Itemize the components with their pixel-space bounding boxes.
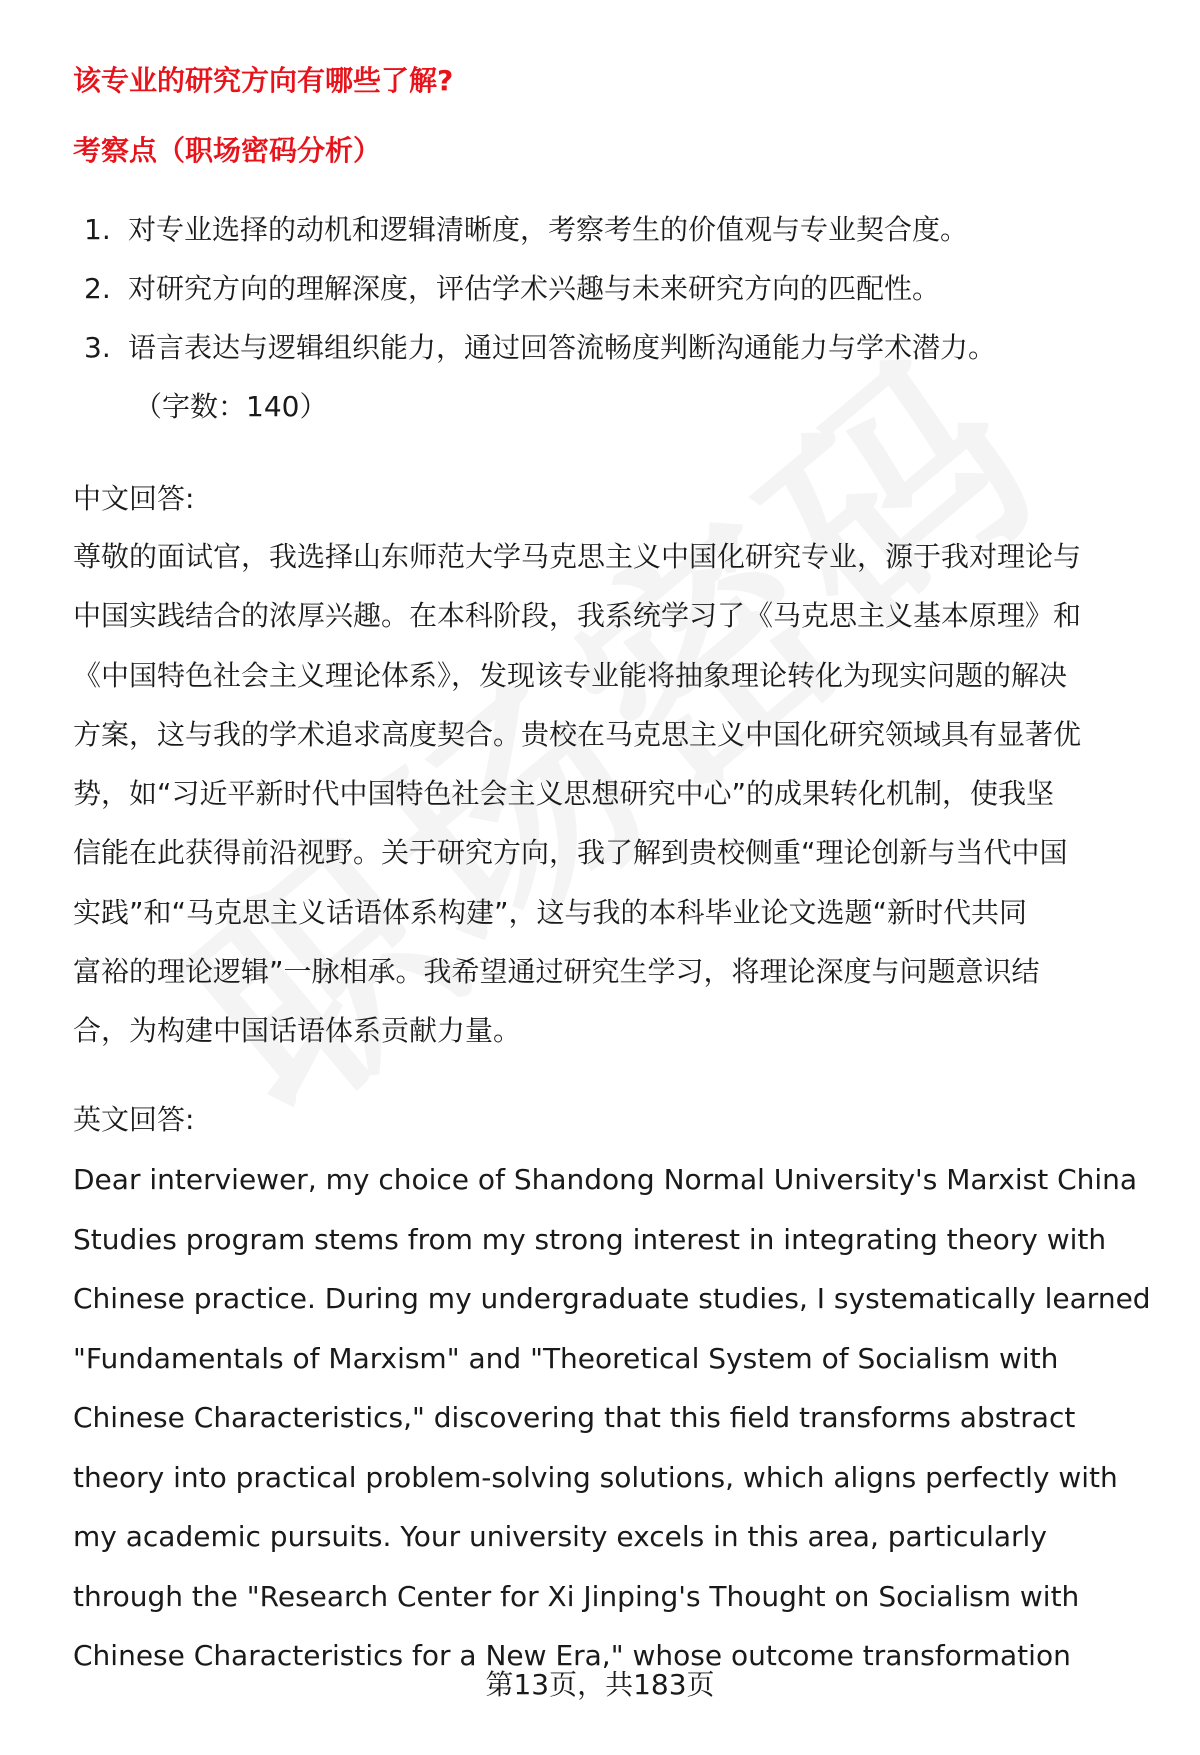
- text-line: 信能在此获得前沿视野。关于研究方向，我了解到贵校侧重“理论创新与当代中国: [73, 836, 1068, 870]
- english-answer-label: 英文回答:: [73, 1103, 195, 1136]
- text-line: my academic pursuits. Your university excels in this area, particularly: [73, 1520, 1047, 1553]
- text-line: through the "Research Center for Xi Jinping's Thought on Socialism with: [73, 1579, 1080, 1613]
- list-item: [84, 328, 996, 387]
- text-line: "Fundamentals of Marxism" and "Theoretical System of Socialism with: [73, 1341, 1059, 1375]
- text-line: 合，为构建中国话语体系贡献力量。: [73, 1014, 522, 1048]
- english-answer-body: [73, 1160, 1153, 1696]
- question-heading: 该专业的研究方向有哪些了解?: [73, 64, 454, 97]
- list-item-text: 对研究方向的理解深度，评估学术兴趣与未来研究方向的匹配性。: [128, 272, 941, 305]
- text-line: 尊敬的面试官，我选择山东师范大学马克思主义中国化研究专业，源于我对理论与: [73, 540, 1082, 573]
- word-count: （字数：140）: [134, 390, 328, 423]
- text-line: Chinese Characteristics," discovering that this field transforms abstract: [73, 1401, 1076, 1434]
- list-number: 3.: [84, 331, 111, 364]
- list-number: 1.: [84, 213, 111, 246]
- list-item-text: 语言表达与逻辑组织能力，通过回答流畅度判断沟通能力与学术潜力。: [128, 331, 997, 364]
- text-line: Dear interviewer, my choice of Shandong Normal University's Marxist China: [73, 1163, 1138, 1196]
- page-number: 第13页，共183页: [485, 1668, 715, 1701]
- list-number: 2.: [84, 272, 111, 305]
- text-line: 《中国特色社会主义理论体系》，发现该专业能将抽象理论转化为现实问题的解决: [73, 658, 1068, 692]
- text-line: Chinese Characteristics for a New Era," whose outcome transformation: [73, 1639, 1071, 1672]
- text-line: 中国实践结合的浓厚兴趣。在本科阶段，我系统学习了《马克思主义基本原理》和: [73, 599, 1082, 633]
- text-line: Studies program stems from my strong interest in integrating theory with: [73, 1222, 1107, 1256]
- exam-points-title: 考察点（职场密码分析）: [73, 134, 382, 167]
- list-item: [84, 269, 996, 328]
- chinese-answer-label: 中文回答:: [73, 482, 195, 515]
- text-line: 实践”和“马克思主义话语体系构建”，这与我的本科毕业论文选题“新时代共同: [73, 895, 1028, 929]
- text-line: theory into practical problem-solving solutions, which aligns perfectly with: [73, 1460, 1118, 1494]
- text-line: 势，如“习近平新时代中国特色社会主义思想研究中心”的成果转化机制，使我坚: [73, 777, 1055, 811]
- list-item: [84, 210, 996, 269]
- text-line: 方案，这与我的学术追求高度契合。贵校在马克思主义中国化研究领域具有显著优: [73, 717, 1082, 751]
- list-item-text: 对专业选择的动机和逻辑清晰度，考察考生的价值观与专业契合度。: [128, 213, 969, 246]
- exam-points-list: [84, 210, 996, 387]
- text-line: 富裕的理论逻辑”一脉相承。我希望通过研究生学习，将理论深度与问题意识结: [73, 955, 1040, 989]
- chinese-answer-body: [73, 537, 1153, 1071]
- text-line: Chinese practice. During my undergraduate studies, I systematically learned: [73, 1282, 1151, 1315]
